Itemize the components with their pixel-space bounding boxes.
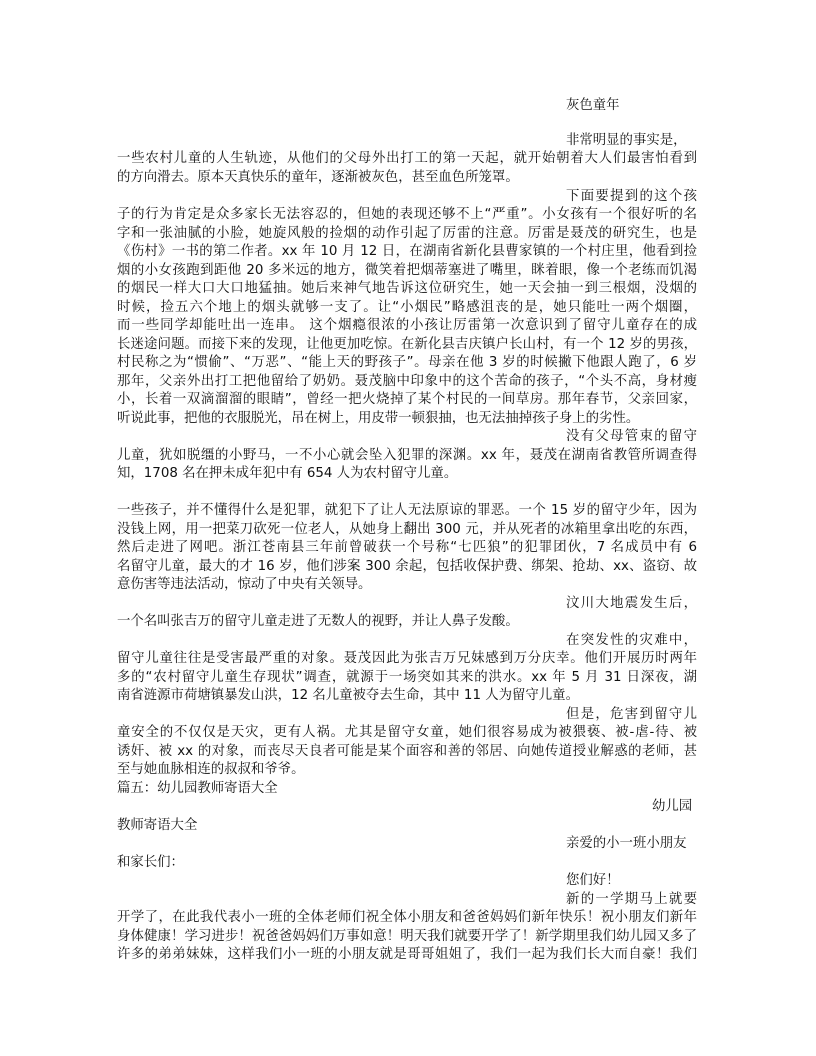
text-line: 而一些同学却能吐出一连串。 这个烟瘾很浓的小孩让厉雷第一次意识到了留守儿童存在的成 [117, 318, 697, 333]
text-line: 至与她血脉相连的叔叔和爷爷。 [117, 762, 305, 777]
text-line: 在突发性的灾难中， [566, 633, 697, 648]
text-line: 然后走进了网吧。浙江苍南县三年前曾破获一个号称“七匹狼”的犯罪团伙，7 名成员中有 6 [117, 540, 697, 555]
text-line: 长迷途问题。而接下来的发现，让他更加吃惊。在新化县吉庆镇户长山村，有一个 12 岁的男孩， [117, 337, 697, 352]
text-line: 一个名叫张吉万的留守儿童走进了无数人的视野，并让人鼻子发酸。 [117, 614, 519, 629]
text-line: 非常明显的事实是， [566, 133, 687, 148]
text-line: 童安全的不仅仅是天灾，更有人祸。尤其是留守女童，她们很容易成为被猥亵、被-虐-待、被 [117, 725, 697, 740]
text-line: 字和一张油腻的小脸，她旋风般的捡烟的动作引起了厉雷的注意。厉雷是聂茂的研究生，也是 [117, 226, 697, 241]
text-line: 儿童，犹如脱缰的小野马，一不小心就会坠入犯罪的深渊。xx 年，聂茂在湖南省教管所调查得 [117, 448, 697, 463]
text-line: 小，长着一双滴溜溜的眼睛”，曾经一把火烧掉了某个村民的一间草房。那年春节，父亲回家， [117, 392, 697, 407]
document-title: 灰色童年 [566, 98, 620, 113]
text-line: 意伤害等违法活动，惊动了中央有关领导。 [117, 577, 372, 592]
text-line: 汶川大地震发生后， [566, 596, 697, 611]
text-line: 下面要提到的这个孩 [566, 189, 697, 204]
text-line: 留守儿童往往是受害最严重的对象。聂茂因此为张吉万兄妹感到万分庆幸。他们开展历时两年 [117, 651, 697, 666]
text-line: 的方向滑去。原本天真快乐的童年，逐渐被灰色，甚至血色所笼罩。 [117, 170, 519, 185]
text-line: 子的行为肯定是众多家长无法容忍的，但她的表现还够不上“严重”。小女孩有一个很好听的名 [117, 207, 697, 222]
text-line: 诱奸、被 xx 的对象，而丧尽天良者可能是某个面容和善的邻居、向她传道授业解惑的老师，甚 [117, 744, 697, 759]
text-line: 听说此事，把他的衣服脱光，吊在树上，用皮带一顿狠抽，也无法抽掉孩子身上的劣性。 [117, 411, 640, 426]
text-line: 身体健康！学习进步！祝爸爸妈妈们万事如意！明天我们就要开学了！新学期里我们幼儿园又多了 [117, 929, 697, 944]
section-heading: 篇五：幼儿园教师寄语大全 [117, 781, 278, 796]
text-line: 幼儿园 [652, 799, 693, 814]
text-line: 您们好！ [566, 873, 620, 888]
text-line: 没有父母管束的留守 [566, 429, 697, 444]
text-line: 的烟民一样大口大口地猛抽。她后来神气地告诉这位研究生，她一天会抽一到三根烟，没烟的 [117, 281, 697, 296]
text-line: 多的“农村留守儿童生存现状”调查，就源于一场突如其来的洪水。xx 年 5 月 31 日深夜，湖 [117, 670, 697, 685]
text-line: 但是，危害到留守儿 [566, 707, 697, 722]
text-line: 亲爱的小一班小朋友 [566, 836, 687, 851]
text-line: 南省涟源市荷塘镇暴发山洪，12 名儿童被夺去生命，其中 11 人为留守儿童。 [117, 688, 579, 703]
text-line: 《伤村》一书的第二作者。xx 年 10 月 12 日，在湖南省新化县曹家镇的一个村庄里，他看到捡 [117, 244, 697, 259]
text-line: 名留守儿童，最大的才 16 岁，他们涉案 300 余起，包括收保护费、绑架、抢劫、xx、盗窃、故 [117, 559, 697, 574]
text-line: 新的一学期马上就要 [566, 892, 697, 907]
text-line: 和家长们： [117, 855, 184, 870]
text-line: 开学了，在此我代表小一班的全体老师们祝全体小朋友和爸爸妈妈们新年快乐！祝小朋友们新年 [117, 910, 697, 925]
text-line: 时候，捡五六个地上的烟头就够一支了。让“小烟民”略感沮丧的是，她只能吐一两个烟圈， [117, 300, 697, 315]
text-line: 那年，父亲外出打工把他留给了奶奶。聂茂脑中印象中的这个苦命的孩子，“个头不高，身材瘦 [117, 374, 697, 389]
text-line: 村民称之为“惯偷”、“万恶”、“能上天的野孩子”。母亲在他 3 岁的时候撇下他跟人跑了，6 岁 [117, 355, 697, 370]
text-line: 一些孩子，并不懂得什么是犯罪，就犯下了让人无法原谅的罪恶。一个 15 岁的留守少年，因为 [117, 503, 697, 518]
text-line: 烟的小女孩跑到距他 20 多米远的地方，微笑着把烟蒂塞进了嘴里，眯着眼，像一个老练而饥渴 [117, 263, 697, 278]
text-line: 教师寄语大全 [117, 818, 198, 833]
text-line: 没钱上网，用一把菜刀砍死一位老人，从她身上翻出 300 元，并从死者的冰箱里拿出吃的东西， [117, 522, 697, 537]
text-line: 知，1708 名在押未成年犯中有 654 人为农村留守儿童。 [117, 466, 458, 481]
text-line: 一些农村儿童的人生轨迹，从他们的父母外出打工的第一天起，就开始朝着大人们最害怕看到 [117, 151, 697, 166]
text-line: 许多的弟弟妹妹，这样我们小一班的小朋友就是哥哥姐姐了，我们一起为我们长大而自豪！我们 [117, 947, 697, 962]
